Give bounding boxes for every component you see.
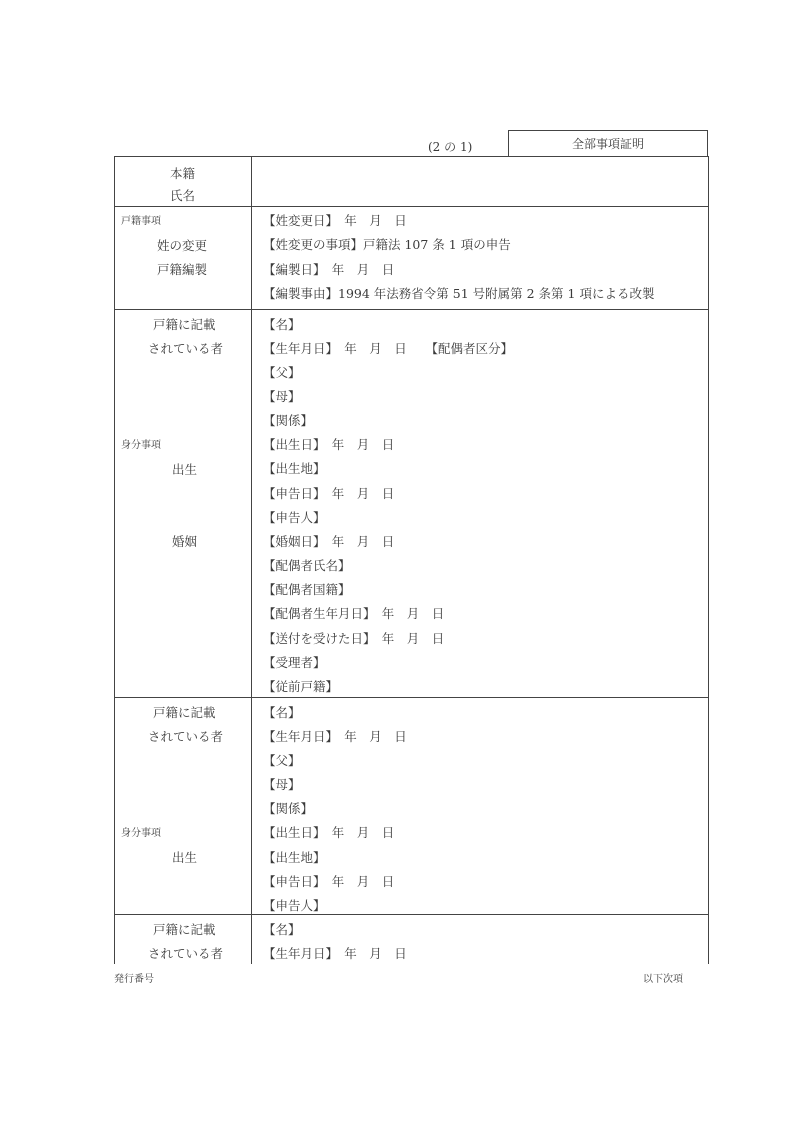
koseki-line: 【編製日】 年 月 日 bbox=[263, 262, 395, 277]
person-line: 【婚姻日】 年 月 日 bbox=[263, 534, 395, 549]
person-line: 【父】 bbox=[263, 365, 301, 380]
person-line: 【申告日】 年 月 日 bbox=[263, 874, 395, 889]
person-line: 【母】 bbox=[263, 777, 301, 792]
koseki-line: 【姓変更の事項】戸籍法 107 条 1 項の申告 bbox=[263, 237, 511, 252]
person-line: 【従前戸籍】 bbox=[263, 679, 339, 694]
person-line: 【生年月日】 年 月 日 【配偶者区分】 bbox=[263, 341, 514, 356]
person-line: 【母】 bbox=[263, 389, 301, 404]
person-line: 【名】 bbox=[263, 705, 301, 720]
person-header-2: されている者 bbox=[148, 341, 224, 356]
continued-label: 以下次項 bbox=[643, 974, 683, 985]
certificate-type-label: 全部事項証明 bbox=[571, 137, 644, 151]
event-marriage-label: 婚姻 bbox=[172, 534, 198, 549]
person-header-1: 戸籍に記載 bbox=[153, 317, 216, 332]
koseki-line: 【編製事由】1994 年法務省令第 51 号附属第 2 条第 1 項による改製 bbox=[263, 286, 655, 301]
person-line: 【配偶者氏名】 bbox=[263, 558, 351, 573]
person-line: 【配偶者生年月日】 年 月 日 bbox=[263, 606, 445, 621]
person-line: 【生年月日】 年 月 日 bbox=[263, 729, 407, 744]
person-line: 【出生地】 bbox=[263, 461, 326, 476]
row-divider bbox=[114, 309, 709, 310]
person-header-2: されている者 bbox=[148, 729, 224, 744]
person-line: 【送付を受けた日】 年 月 日 bbox=[263, 631, 445, 646]
person-line: 【出生地】 bbox=[263, 850, 326, 865]
row-divider bbox=[114, 206, 709, 207]
status-section-label: 身分事項 bbox=[121, 440, 161, 451]
person-header-1: 戸籍に記載 bbox=[153, 705, 216, 720]
status-section-label: 身分事項 bbox=[121, 828, 161, 839]
person-header-2: されている者 bbox=[148, 946, 224, 961]
person-line: 【申告日】 年 月 日 bbox=[263, 486, 395, 501]
person-line: 【配偶者国籍】 bbox=[263, 582, 351, 597]
koseki-surname-change-label: 姓の変更 bbox=[157, 238, 208, 253]
row-divider bbox=[114, 914, 709, 915]
person-line: 【名】 bbox=[263, 922, 301, 937]
event-birth-label: 出生 bbox=[172, 850, 198, 865]
page-indicator: (2 の 1) bbox=[428, 140, 473, 154]
event-birth-label: 出生 bbox=[172, 462, 198, 477]
person-line: 【生年月日】 年 月 日 bbox=[263, 946, 407, 961]
honseki-label: 本籍 bbox=[170, 166, 196, 181]
person-line: 【申告人】 bbox=[263, 898, 326, 913]
person-line: 【申告人】 bbox=[263, 510, 326, 525]
person-line: 【名】 bbox=[263, 317, 301, 332]
row-divider bbox=[114, 697, 709, 698]
issue-number-label: 発行番号 bbox=[114, 974, 154, 985]
koseki-line: 【姓変更日】 年 月 日 bbox=[263, 213, 407, 228]
person-line: 【受理者】 bbox=[263, 655, 326, 670]
koseki-compilation-label: 戸籍編製 bbox=[157, 262, 208, 277]
certificate-type-box bbox=[508, 130, 708, 156]
person-line: 【関係】 bbox=[263, 413, 314, 428]
person-line: 【父】 bbox=[263, 753, 301, 768]
person-line: 【出生日】 年 月 日 bbox=[263, 437, 395, 452]
person-header-1: 戸籍に記載 bbox=[153, 922, 216, 937]
person-line: 【出生日】 年 月 日 bbox=[263, 825, 395, 840]
koseki-section-label: 戸籍事項 bbox=[121, 216, 161, 227]
name-label: 氏名 bbox=[170, 188, 196, 203]
person-line: 【関係】 bbox=[263, 801, 314, 816]
column-divider bbox=[251, 156, 252, 964]
